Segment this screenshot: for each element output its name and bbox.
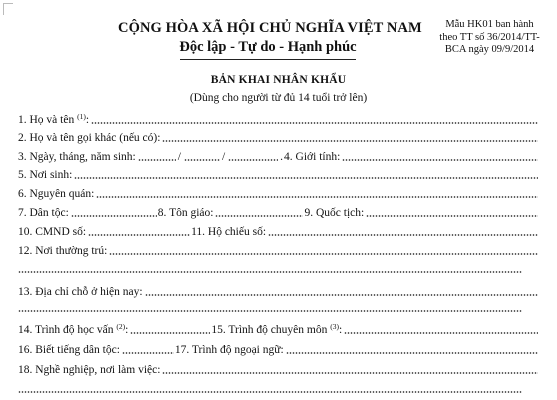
nationality-field[interactable] [366, 215, 538, 217]
permanent-address-field[interactable] [109, 253, 538, 255]
birth-day-field[interactable] [138, 159, 176, 161]
date-separator: / [177, 151, 181, 163]
row-other-name [18, 130, 538, 144]
national-motto: Độc lập - Tự do - Hạnh phúc [179, 39, 357, 55]
ethnicity-label: 7. Dân tộc: [18, 207, 69, 219]
nation-name: CỘNG HÒA XÃ HỘI CHỦ NGHĨA VIỆT NAM [118, 20, 422, 36]
national-header [118, 20, 422, 60]
other-name-field[interactable] [162, 140, 538, 142]
date-end-mark: . [280, 151, 284, 163]
id-card-field[interactable] [88, 234, 190, 236]
ethnic-language-field[interactable] [122, 352, 174, 354]
foreign-language-field[interactable] [286, 352, 538, 354]
birth-year-field[interactable] [228, 159, 278, 161]
form-title: BẢN KHAI NHÂN KHẨU [210, 74, 347, 86]
row-ethnicity-religion-nationality [18, 205, 538, 219]
current-address-field[interactable] [145, 294, 538, 296]
form-subtitle: (Dùng cho người từ đủ 14 tuổi trở lên) [189, 92, 368, 104]
form-code-note [427, 19, 552, 57]
current-address-label: 13. Địa chỉ chỗ ở hiện nay: [18, 286, 143, 298]
gender-label: 4. Giới tính: [284, 151, 341, 163]
footnote-3-marker: (3) [330, 322, 339, 331]
row-hometown [18, 186, 538, 200]
birth-month-field[interactable] [184, 159, 220, 161]
row-birthplace [18, 167, 538, 181]
full-name-field[interactable] [91, 122, 538, 124]
foreign-language-label: 17. Trình độ ngoại ngữ: [174, 344, 284, 356]
qualification-field[interactable] [344, 332, 538, 334]
row-occupation [18, 362, 538, 376]
footnote-1-marker: (1) [77, 112, 86, 121]
occupation-continuation-line[interactable] [18, 391, 522, 393]
education-level-field[interactable] [130, 332, 210, 334]
row-permanent-address [18, 243, 538, 257]
occupation-label: 18. Nghề nghiệp, nơi làm việc: [18, 364, 161, 376]
row-languages [18, 342, 538, 356]
other-name-label: 2. Họ và tên gọi khác (nếu có): [18, 132, 161, 144]
birthplace-label: 5. Nơi sinh: [18, 169, 73, 181]
motto-underline [180, 59, 356, 60]
form-code-line-2: theo TT số 36/2014/TT- [439, 31, 540, 43]
form-code-line-3: BCA ngày 09/9/2014 [444, 44, 535, 55]
permanent-address-continuation-line[interactable] [18, 271, 522, 273]
row-education-qualification [18, 322, 538, 336]
hometown-field[interactable] [96, 196, 538, 198]
qualification-label: 15. Trình độ chuyên môn $^{(3)}$: [211, 322, 343, 336]
gender-field[interactable] [342, 159, 538, 161]
permanent-address-label: 12. Nơi thường trú: [18, 245, 108, 257]
full-name-label: 1. Họ và tên $^{(1)}$: [18, 112, 90, 126]
education-level-label: 14. Trình độ học vấn $^{(2)}$: [18, 322, 129, 336]
nationality-label: 9. Quốc tịch: [304, 207, 365, 219]
corner-crop-mark [3, 3, 13, 15]
passport-field[interactable] [268, 234, 538, 236]
passport-label: 11. Hộ chiếu số: [191, 226, 267, 238]
ethnic-language-label: 16. Biết tiếng dân tộc: [18, 344, 120, 356]
form-code-line-1: Mẫu HK01 ban hành [445, 19, 534, 30]
current-address-continuation-line[interactable] [18, 310, 522, 312]
birth-date-label: 3. Ngày, tháng, năm sinh: [18, 151, 136, 163]
footnote-2-marker: (2) [116, 322, 126, 331]
id-card-label: 10. CMND số: [18, 226, 87, 238]
religion-label: 8. Tôn giáo: [157, 207, 214, 219]
hometown-label: 6. Nguyên quán: [18, 188, 95, 200]
birthplace-field[interactable] [74, 177, 538, 179]
row-full-name [18, 112, 538, 126]
row-birth-date-gender [18, 149, 538, 163]
occupation-field[interactable] [162, 372, 538, 374]
religion-field[interactable] [215, 215, 303, 217]
row-current-address [18, 284, 538, 298]
date-separator: / [221, 151, 226, 163]
ethnicity-field[interactable] [71, 215, 157, 217]
row-id-passport [18, 224, 538, 238]
